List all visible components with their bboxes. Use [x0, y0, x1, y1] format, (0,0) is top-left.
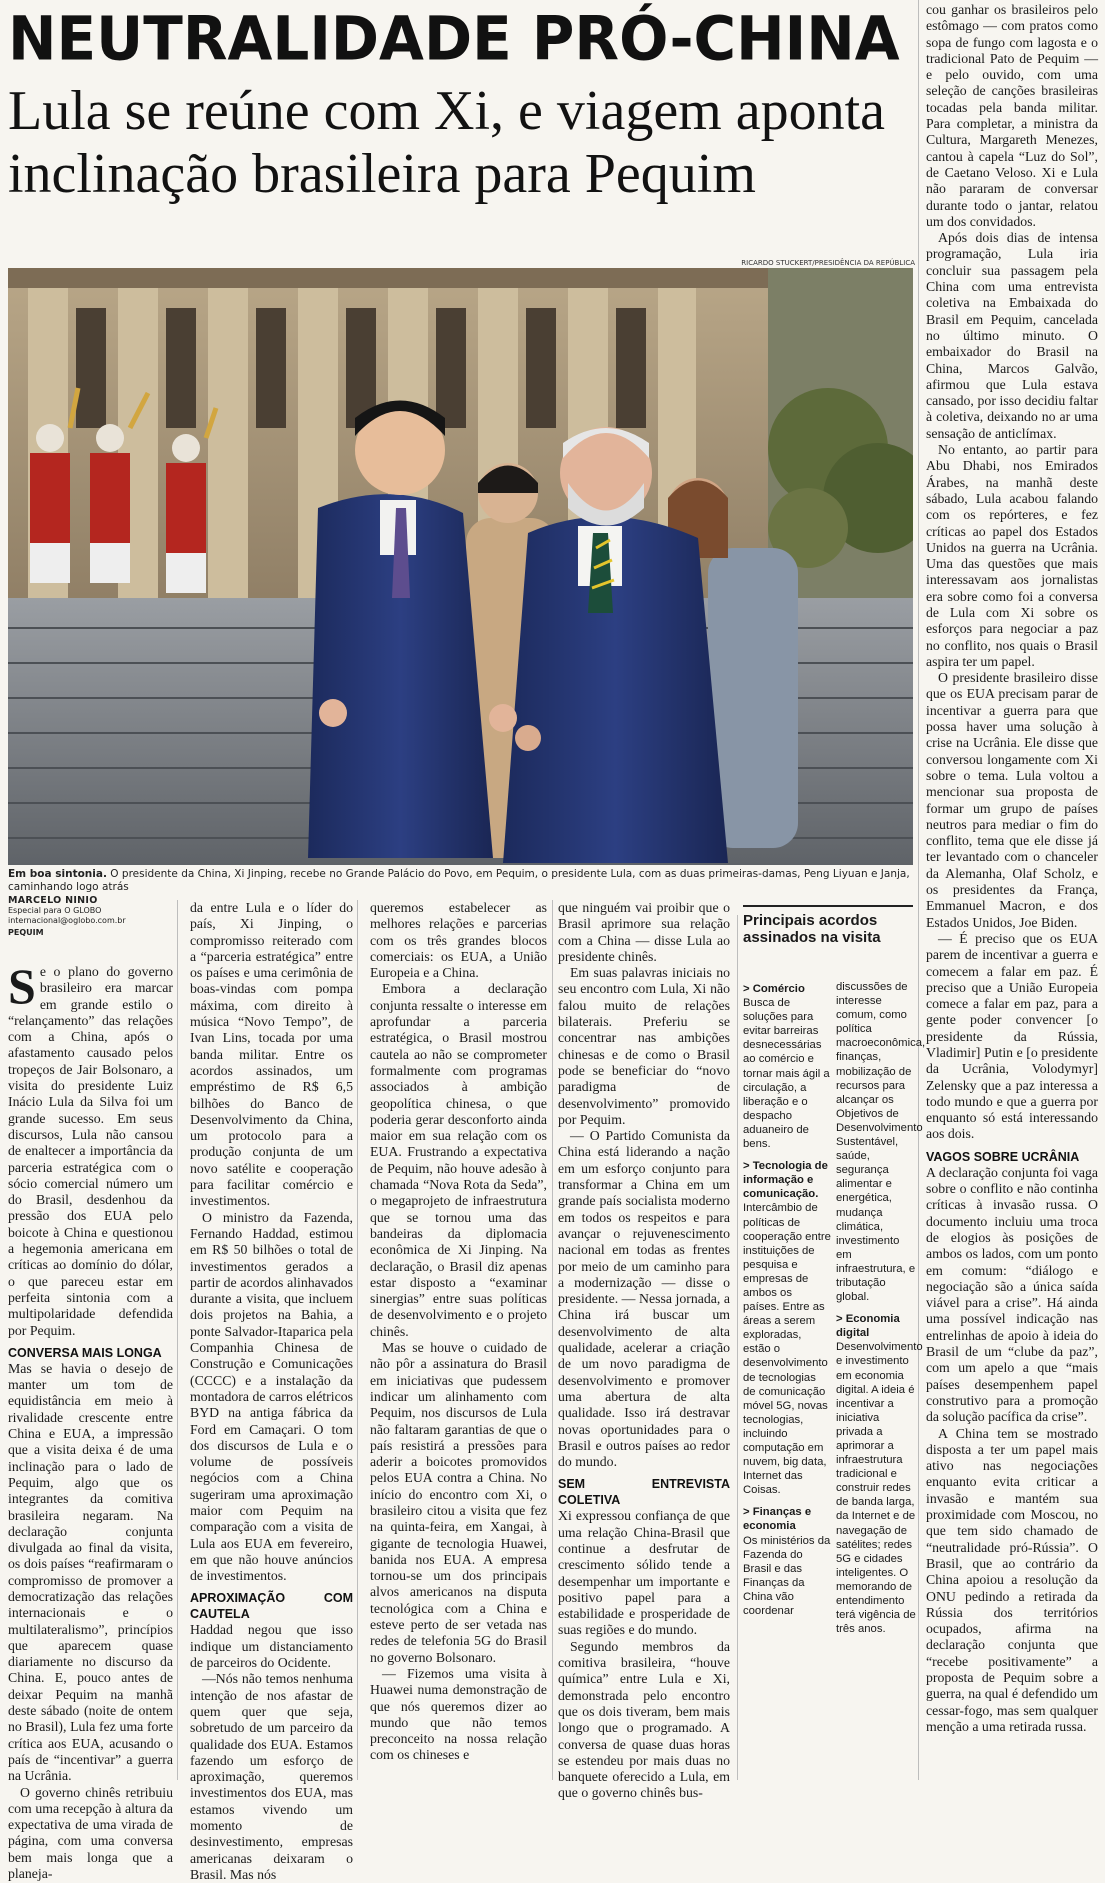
paragraph: Segundo membros da comitiva brasileira, “houve química” entre Lula e Xi, demonstrada pelo encontro que os dois tiveram, bem mais longo que o programado. A conversa de quase duas horas se estendeu por mais duas no banquete oferecido a Lula, em que o governo chinês bus-: [558, 1638, 730, 1801]
box-item: > Tecnologia de informação e comunicação. Intercâmbio de políticas de cooperação entre instituições de pesquisa e empresas de ambos os países. Entre as áreas a serem exploradas, estão o desenvolvimento de tecnologias de comunicação móvel 5G, novas tecnologias, incluindo computação em nuvem, big data, Internet das Coisas.: [743, 1160, 831, 1497]
paragraph: Mas se havia o desejo de manter um tom de equidistância em meio à rivalidade crescente entre China e EUA, a impressão que a visita deixa é de uma inclinação para o lado de Pequim, algo que os integrantes da comitiva brasileira negaram. Na declaração conjunta divulgada ao final da visita, os dois países “reafirmaram o compromisso de promover a democratização das relações internacionais e o multilateralismo”, princípios que aparecem quase diariamente no discurso da China. E, pouco antes de deixar Pequim na manhã deste sábado (noite de ontem no Brasil), Lula fez uma forte crítica aos EUA, acusando o país de “incentivar” a guerra na Ucrânia.: [8, 1360, 173, 1784]
column-separator: [552, 900, 553, 1780]
paragraph: Em suas palavras iniciais no seu encontro com Lula, Xi não falou muito de relações bilaterais. Preferiu se concentrar nas ambições chinesas e de como o Brasil pode se beneficiar do “novo paradigma de desenvolvimento” promovido por Pequim.: [558, 965, 730, 1127]
box-item: > Economia digital Desenvolvimento e investimento em economia digital. A ideia é incentivar a iniciativa privada a aprimorar a infraestrutura tradicional e construir redes de banda larga, da Internet e de navegação de satélites; redes 5G e cidades inteligentes. O memorando de entendimento terá vigência de três anos.: [836, 1313, 923, 1636]
paragraph: O governo chinês retribuiu com uma recepção à altura da expectativa de uma virada de página, com uma conversa bem mais longa que a planeja-: [8, 1784, 173, 1882]
column-separator: [357, 900, 358, 1780]
box-column-left: [743, 980, 831, 1626]
paragraph: Xi expressou confiança de que uma relação China-Brasil que continue a desfrutar de crescimento sólido tende a desempenhar um importante e positivo papel para a estabilidade e prosperidade de suas regiões e do mundo.: [558, 1508, 730, 1638]
box-item: discussões de interesse comum, como política macroeconômica, finanças, mobilização de recursos para alcançar os Objetivos de Desenvolvimento Sustentável, saúde, segurança alimentar e energética, mudança climática, investimento em infraestrutura, e tributação global.: [836, 981, 926, 1304]
paragraph: que ninguém vai proibir que o Brasil aprimore sua relação com a China — disse Lula ao presidente chinês.: [558, 900, 730, 964]
subheading: VAGOS SOBRE UCRÂNIA: [926, 1149, 1080, 1164]
byline-email: internacional@oglobo.com.br: [8, 916, 126, 925]
paragraph: Após dois dias de intensa programação, Lula iria concluir sua passagem pela China com uma entrevista coletiva na Embaixada do Brasil em Pequim, cancelada no último minuto. O embaixador do Brasil na China, Marcos Galvão, afirmou que Lula estava cansado, por isso decidiu faltar à coletiva, deixando no ar uma sensação de anticlímax.: [926, 230, 1098, 441]
caption-text: O presidente da China, Xi Jinping, recebe no Grande Palácio do Povo, em Pequim, o presidente Lula, com as duas primeiras-damas, Peng Liyuan e Janja, caminhando logo atrás: [8, 868, 910, 893]
paragraph: — É preciso que os EUA parem de incentivar a guerra e comecem a falar em paz. É preciso que a União Europeia comece a falar em paz, para a gente poder convencer [o presidente da Rússia, Vladimir] Putin e [o presidente da Ucrânia, Volodymyr] Zelensky que a paz interessa a todo mundo e que a guerra por enquanto só está interessando aos dois.: [926, 930, 1098, 1142]
byline: [8, 895, 173, 938]
subheading: SEM ENTREVISTA COLETIVA: [558, 1477, 730, 1508]
article-column-4: [558, 900, 730, 1802]
column-separator: [737, 915, 738, 1780]
article-column-6: [926, 2, 1098, 1735]
box-top-rule: [743, 905, 913, 907]
headline-line-1: Lula se reúne com Xi, e viagem aponta: [8, 80, 885, 142]
headline: [8, 80, 918, 206]
paragraph: A China tem se mostrado disposta a ter um papel mais ativo nas negociações enquanto evita criticar a invasão e mantém sua proximidade com Moscou, no que tem sido chamado de “neutralidade pró-Rússia”. O Brasil, que ao contrário da China apoiou a resolução da ONU pedindo a retirada da Rússia dos territórios ocupados, afirma na declaração conjunta que “recebe positivamente” a proposta de Pequim sobre a guerra, na qual é defendido um cessar-fogo, mas sem qualquer menção a uma retirada russa.: [926, 1425, 1098, 1734]
paragraph: cou ganhar os brasileiros pelo estômago — com pratos como sopa de fungo com lagosta e o tradicional Pato de Pequim — e pelo ouvido, com uma seleção de canções brasileiras tocadas pela banda militar. Para completar, a ministra da Cultura, Margareth Menezes, cantou à capela “Luz do Sol”, de Caetano Veloso. Xi e Lula não pararam de conversar durante todo o jantar, relatou um dos convidados.: [926, 2, 1098, 229]
paragraph: O presidente brasileiro disse que os EUA precisam parar de incentivar a guerra para que possa haver uma solução à crise na Ucrânia. Ele disse que conversou longamente com Xi sobre o tema. Lula voltou a mencionar sua proposta de formar um grupo de países neutros para mediar o fim do conflito, tema que ele disse já ter levantado com o chanceler da Alemanha, Olaf Scholz, e os presidentes da França, Emmanuel Macron, e dos Estados Unidos, Joe Biden.: [926, 670, 1098, 930]
paragraph: Mas se houve o cuidado de não pôr a assinatura do Brasil em iniciativas que pudessem indicar um alinhamento com Pequim, nos discursos de Lula não faltaram garantias de que o país resistirá a pressões para aderir a boicotes promovidos pelos EUA contra a China. No início do encontro com Xi, o brasileiro citou a visita que fez na quinta-feira, em Xangai, à gigante de tecnologia Huawei, banida nos EUA. A empresa tornou-se um dos principais alvos americanos na disputa tecnológica com a China e esteve perto de ser vetada nas redes de telefonia 5G do Brasil no governo Bolsonaro.: [370, 1340, 547, 1665]
box-title: Principais acordos assinados na visita: [743, 912, 881, 946]
paragraph: —Nós não temos nenhuma intenção de nos afastar de quem quer que seja, sobretudo de um parceiro da qualidade dos EUA. Estamos fazendo um esforço de aproximação, queremos investimentos dos EUA, mas estamos vivendo um momento de desinvestimento, empresas americanas deixaram o Brasil. Mas nós: [190, 1671, 353, 1882]
headline-line-2: inclinação brasileira para Pequim: [8, 143, 756, 205]
kicker: NEUTRALIDADE PRÓ-CHINA: [8, 3, 900, 75]
box-column-right: [836, 980, 926, 1644]
paragraph: — O Partido Comunista da China está liderando a nação em um esforço conjunto para transformar a China em um grande país socialista moderno em todos os respeitos e para avançar o rejuvenescimento nacional em todas as frentes por meio de um caminho para a modernização — disse o presidente. — Nessa jornada, a China irá buscar um desenvolvimento de alta qualidade, acelerar a criação de um novo paradigma de desenvolvimento e promover uma abertura de alta qualidade. Isso irá destravar novas oportunidades para o Brasil e outros países ao redor do mundo.: [558, 1128, 730, 1470]
box-item: > Finanças e economia Os ministérios da Fazenda do Brasil e das Finanças da China vão coordenar: [743, 1506, 831, 1618]
subheading: CONVERSA MAIS LONGA: [8, 1345, 162, 1360]
byline-name: MARCELO NINIO: [8, 895, 98, 906]
byline-place: PEQUIM: [8, 928, 44, 937]
column-separator: [918, 0, 919, 1780]
paragraph: da entre Lula e o líder do país, Xi Jinping, o compromisso reiterado com a “parceria estratégica” entre os países e uma cerimônia de boas-vindas com pompa máxima, com direito à música “Novo Tempo”, de Ivan Lins, tocada por uma banda militar. Entre os acordos assinados, um empréstimo de R$ 6,5 bilhões do Banco de Desenvolvimento da China, um protocolo para a produção conjunta de um novo satélite e cooperação para facilitar comércio e investimentos.: [190, 900, 353, 1209]
paragraph: O ministro da Fazenda, Fernando Haddad, estimou em R$ 50 bilhões o total de investimentos gerados a partir de acordos alinhavados durante a visita, que incluem dois projetos na Bahia, a ponte Salvador-Itaparica pela Companhia Chinesa de Construção e Comunicações (CCCC) e a instalação da montadora de carros elétricos BYD na antiga fábrica da Ford em Camaçari. O tom dos discursos de Lula e o volume de possíveis negócios com a China sugeriram uma aproximação maior com Pequim na comparação com a visita de Lula aos EUA em fevereiro, em que não houve anúncios de investimentos.: [190, 1209, 353, 1584]
paragraph: Embora a declaração conjunta ressalte o interesse em aprofundar a parceria estratégica, o Brasil mostrou cautela ao não se comprometer formalmente com programas associados à ambição geopolítica chinesa, o que poderia gerar desconforto ainda maior em sua relação com os EUA. Frustrando a expectativa de Pequim, não houve adesão à chamada “Nova Rota da Seda”, o megaprojeto de infraestrutura que se tornou uma das bandeiras da diplomacia econômica de Xi Jinping. Na declaração, o Brasil diz apenas estar disposto a “examinar sinergias” entre suas políticas de desenvolvimento e o projeto chinês.: [370, 981, 547, 1339]
paragraph: Haddad negou que isso indique um distanciamento de parceiros do Ocidente.: [190, 1622, 353, 1671]
photo-illustration: [8, 268, 913, 865]
photo-credit: RICARDO STUCKERT/PRESIDÊNCIA DA REPÚBLICA: [741, 259, 915, 267]
article-column-3: [370, 900, 547, 1764]
drop-cap: S: [8, 958, 36, 1014]
byline-role: Especial para O GLOBO: [8, 906, 102, 915]
main-photo: [8, 268, 913, 865]
paragraph: No entanto, ao partir para Abu Dhabi, nos Emirados Árabes, na manhã deste sábado, Lula acabou falando com os repórteres, e fez críticas ao papel dos Estados Unidos na guerra na Ucrânia. Uma das questões que mais interessavam aos jornalistas era sobre como foi a conversa de Lula com Xi sobre os esforços para negociar a paz no conflito, nos quais o Brasil aspira ter um papel.: [926, 442, 1098, 669]
article-column-2: [190, 900, 353, 1883]
caption-label: Em boa sintonia.: [8, 868, 107, 880]
box-item: > Comércio Busca de soluções para evitar barreiras desnecessárias ao comércio e tornar mais ágil a circulação, a liberação e o despacho aduaneiro de bens.: [743, 983, 830, 1151]
article-column-1: [8, 958, 173, 1882]
paragraph: queremos estabelecer as melhores relações e parcerias com os três grandes blocos comerciais: os EUA, a União Europeia e a China.: [370, 900, 547, 981]
column-separator: [177, 900, 178, 1780]
paragraph: Se o plano do governo brasileiro era marcar em grande estilo o “relançamento” das relações com a China, após o afastamento causado pelos tropeços de Jair Bolsonaro, a visita do presidente Luiz Inácio Lula da Silva foi um grande sucesso. Em seus discursos, Lula não cansou de enaltecer a importância da parceria estratégica com o sócio comercial número um do Brasil, desdenhou da pressão dos EUA pelo boicote à China e questionou a hegemonia americana em críticas ao domínio do dólar, o que pareceu estar em perfeita sintonia com a multipolaridade defendida por Pequim.: [8, 958, 173, 1338]
subheading: APROXIMAÇÃO COM CAUTELA: [190, 1591, 353, 1622]
paragraph: A declaração conjunta foi vaga sobre o conflito e não continha críticas à invasão russa. O documento incluiu uma troca de elogios às posições de ambos os lados, com um ponto em comum: “diálogo e negociação são a única saída viável para a crise”. Há ainda uma possível indicação nas entrelinhas de apoio à ideia do Brasil de um “clube da paz”, com um apelo a que “mais países desempenhem papel construtivo para a promoção da solução pacífica da crise”.: [926, 1164, 1098, 1425]
paragraph: — Fizemos uma visita à Huawei numa demonstração de que nós queremos dizer ao mundo que não temos preconceito na nossa relação com os chineses e: [370, 1665, 547, 1763]
photo-caption: [8, 868, 913, 894]
